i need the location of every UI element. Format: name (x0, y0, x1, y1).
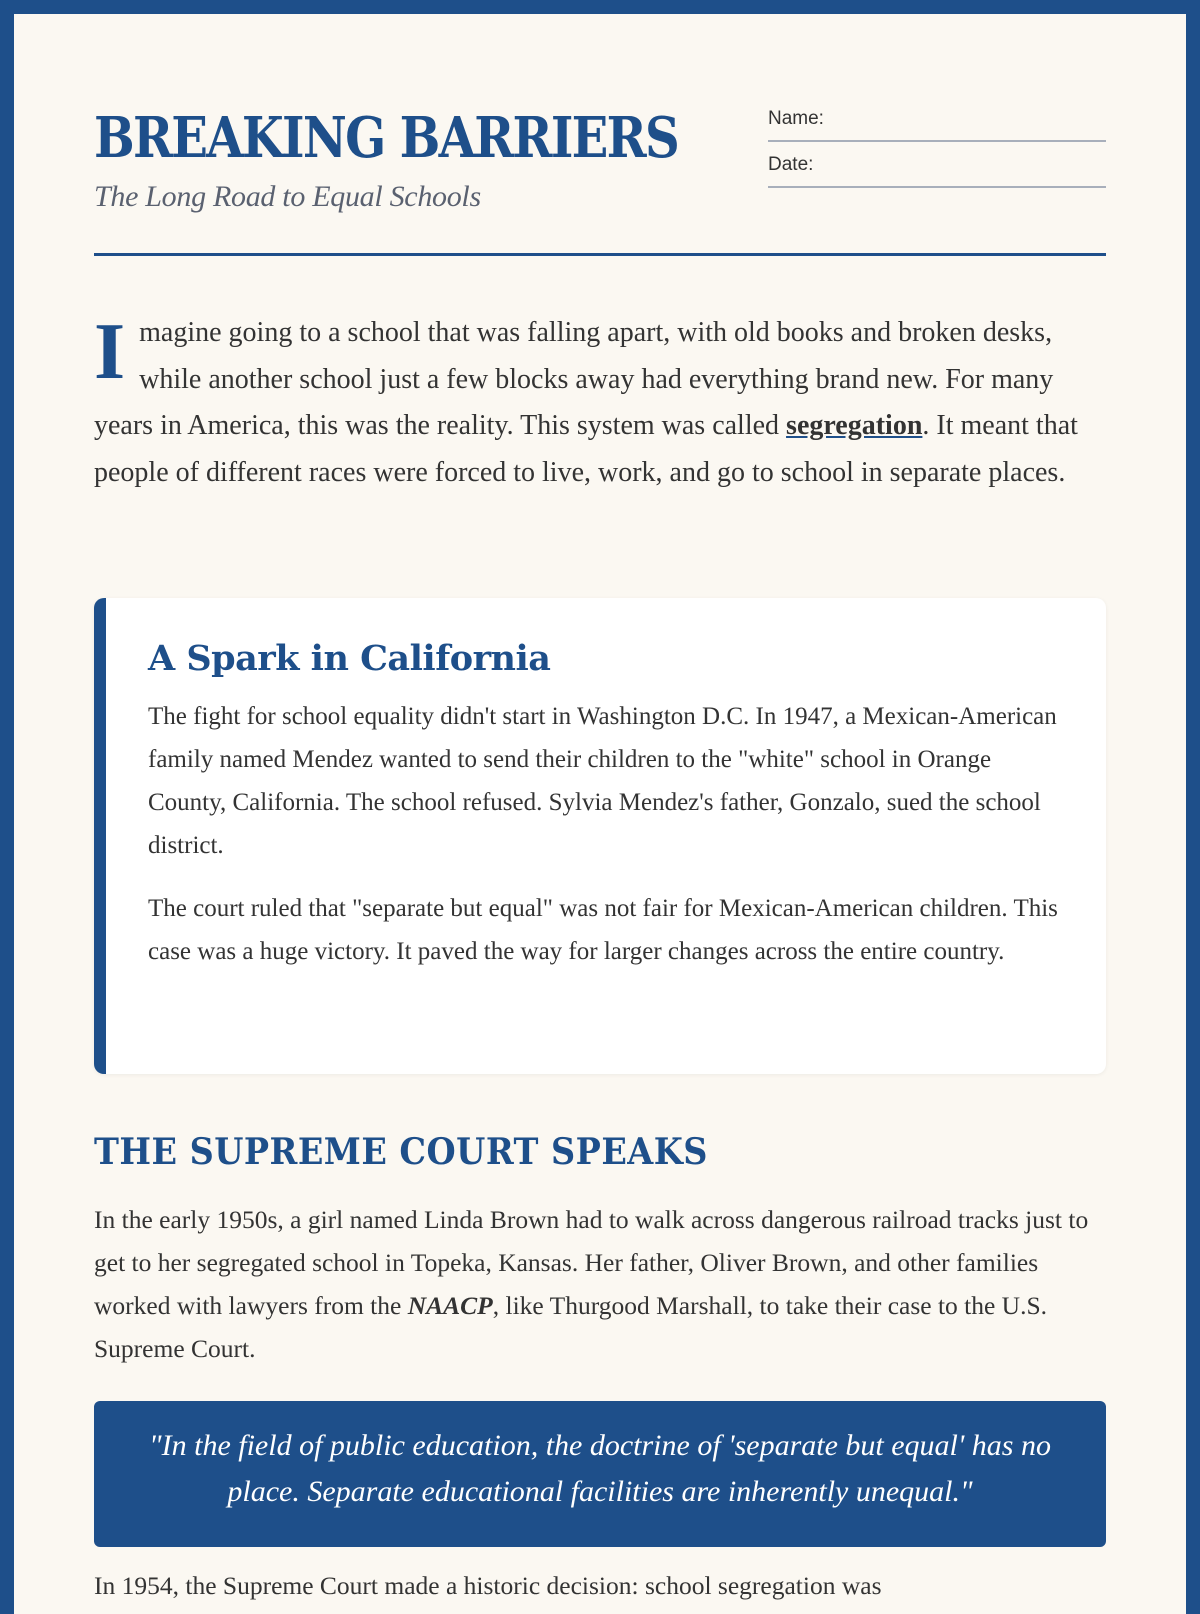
callout-heading: A Spark in California (148, 638, 551, 679)
california-callout (94, 598, 1106, 1074)
student-fields (768, 106, 1106, 198)
intro-paragraph (94, 310, 1106, 496)
vocab-term-naacp: NAACP (407, 1291, 493, 1320)
intro-text: magine going to a school that was falling apart, with old books and broken desks, while another school just a few blocks away had everything brand new. For many years in America, this was the reality. This system was called (94, 317, 1054, 441)
callout-paragraph: The fight for school equality didn't start in Washington D.C. In 1947, a Mexican-American family named Mendez wanted to send their children to the "white" school in Orange County, California. The school refused. Sylvia Mendez's father, Gonzalo, sued the school district. (148, 703, 1057, 859)
paragraph-text: In the early 1950s, a girl named Linda Brown had to walk across dangerous railroad tracks just to get to her segregated school in Topeka, Kansas. Her father, Oliver Brown, and other families worked with lawyers from the (94, 1205, 1089, 1320)
drop-cap: I (94, 308, 126, 396)
section-heading: THE SUPREME COURT SPEAKS (94, 1131, 708, 1173)
closing-paragraph: In 1954, the Supreme Court made a historic decision: school segregation was (94, 1571, 882, 1600)
page-subtitle: The Long Road to Equal Schools (94, 180, 481, 213)
section-paragraph (94, 1198, 1106, 1370)
worksheet-header (94, 106, 1106, 256)
name-field[interactable]: Name: (768, 106, 1106, 142)
court-quote: "In the field of public education, the doctrine of 'separate but equal' has no place. Separate educational facilities are inherently unequal." (94, 1401, 1106, 1547)
callout-paragraph: The court ruled that "separate but equal" was not fair for Mexican-American children. This case was a huge victory. It paved the way for larger changes across the entire country. (148, 895, 1058, 965)
intro-text-end: . It meant that people of different races were forced to live, work, and go to school in separate places. (94, 410, 1078, 488)
paragraph-text-end: , like Thurgood Marshall, to take their case to the U.S. Supreme Court. (94, 1291, 1048, 1363)
date-field[interactable]: Date: (768, 152, 1106, 188)
page-title: BREAKING BARRIERS (94, 105, 679, 171)
vocab-term-segregation: segregation (786, 410, 923, 441)
worksheet-page (14, 14, 1186, 1614)
